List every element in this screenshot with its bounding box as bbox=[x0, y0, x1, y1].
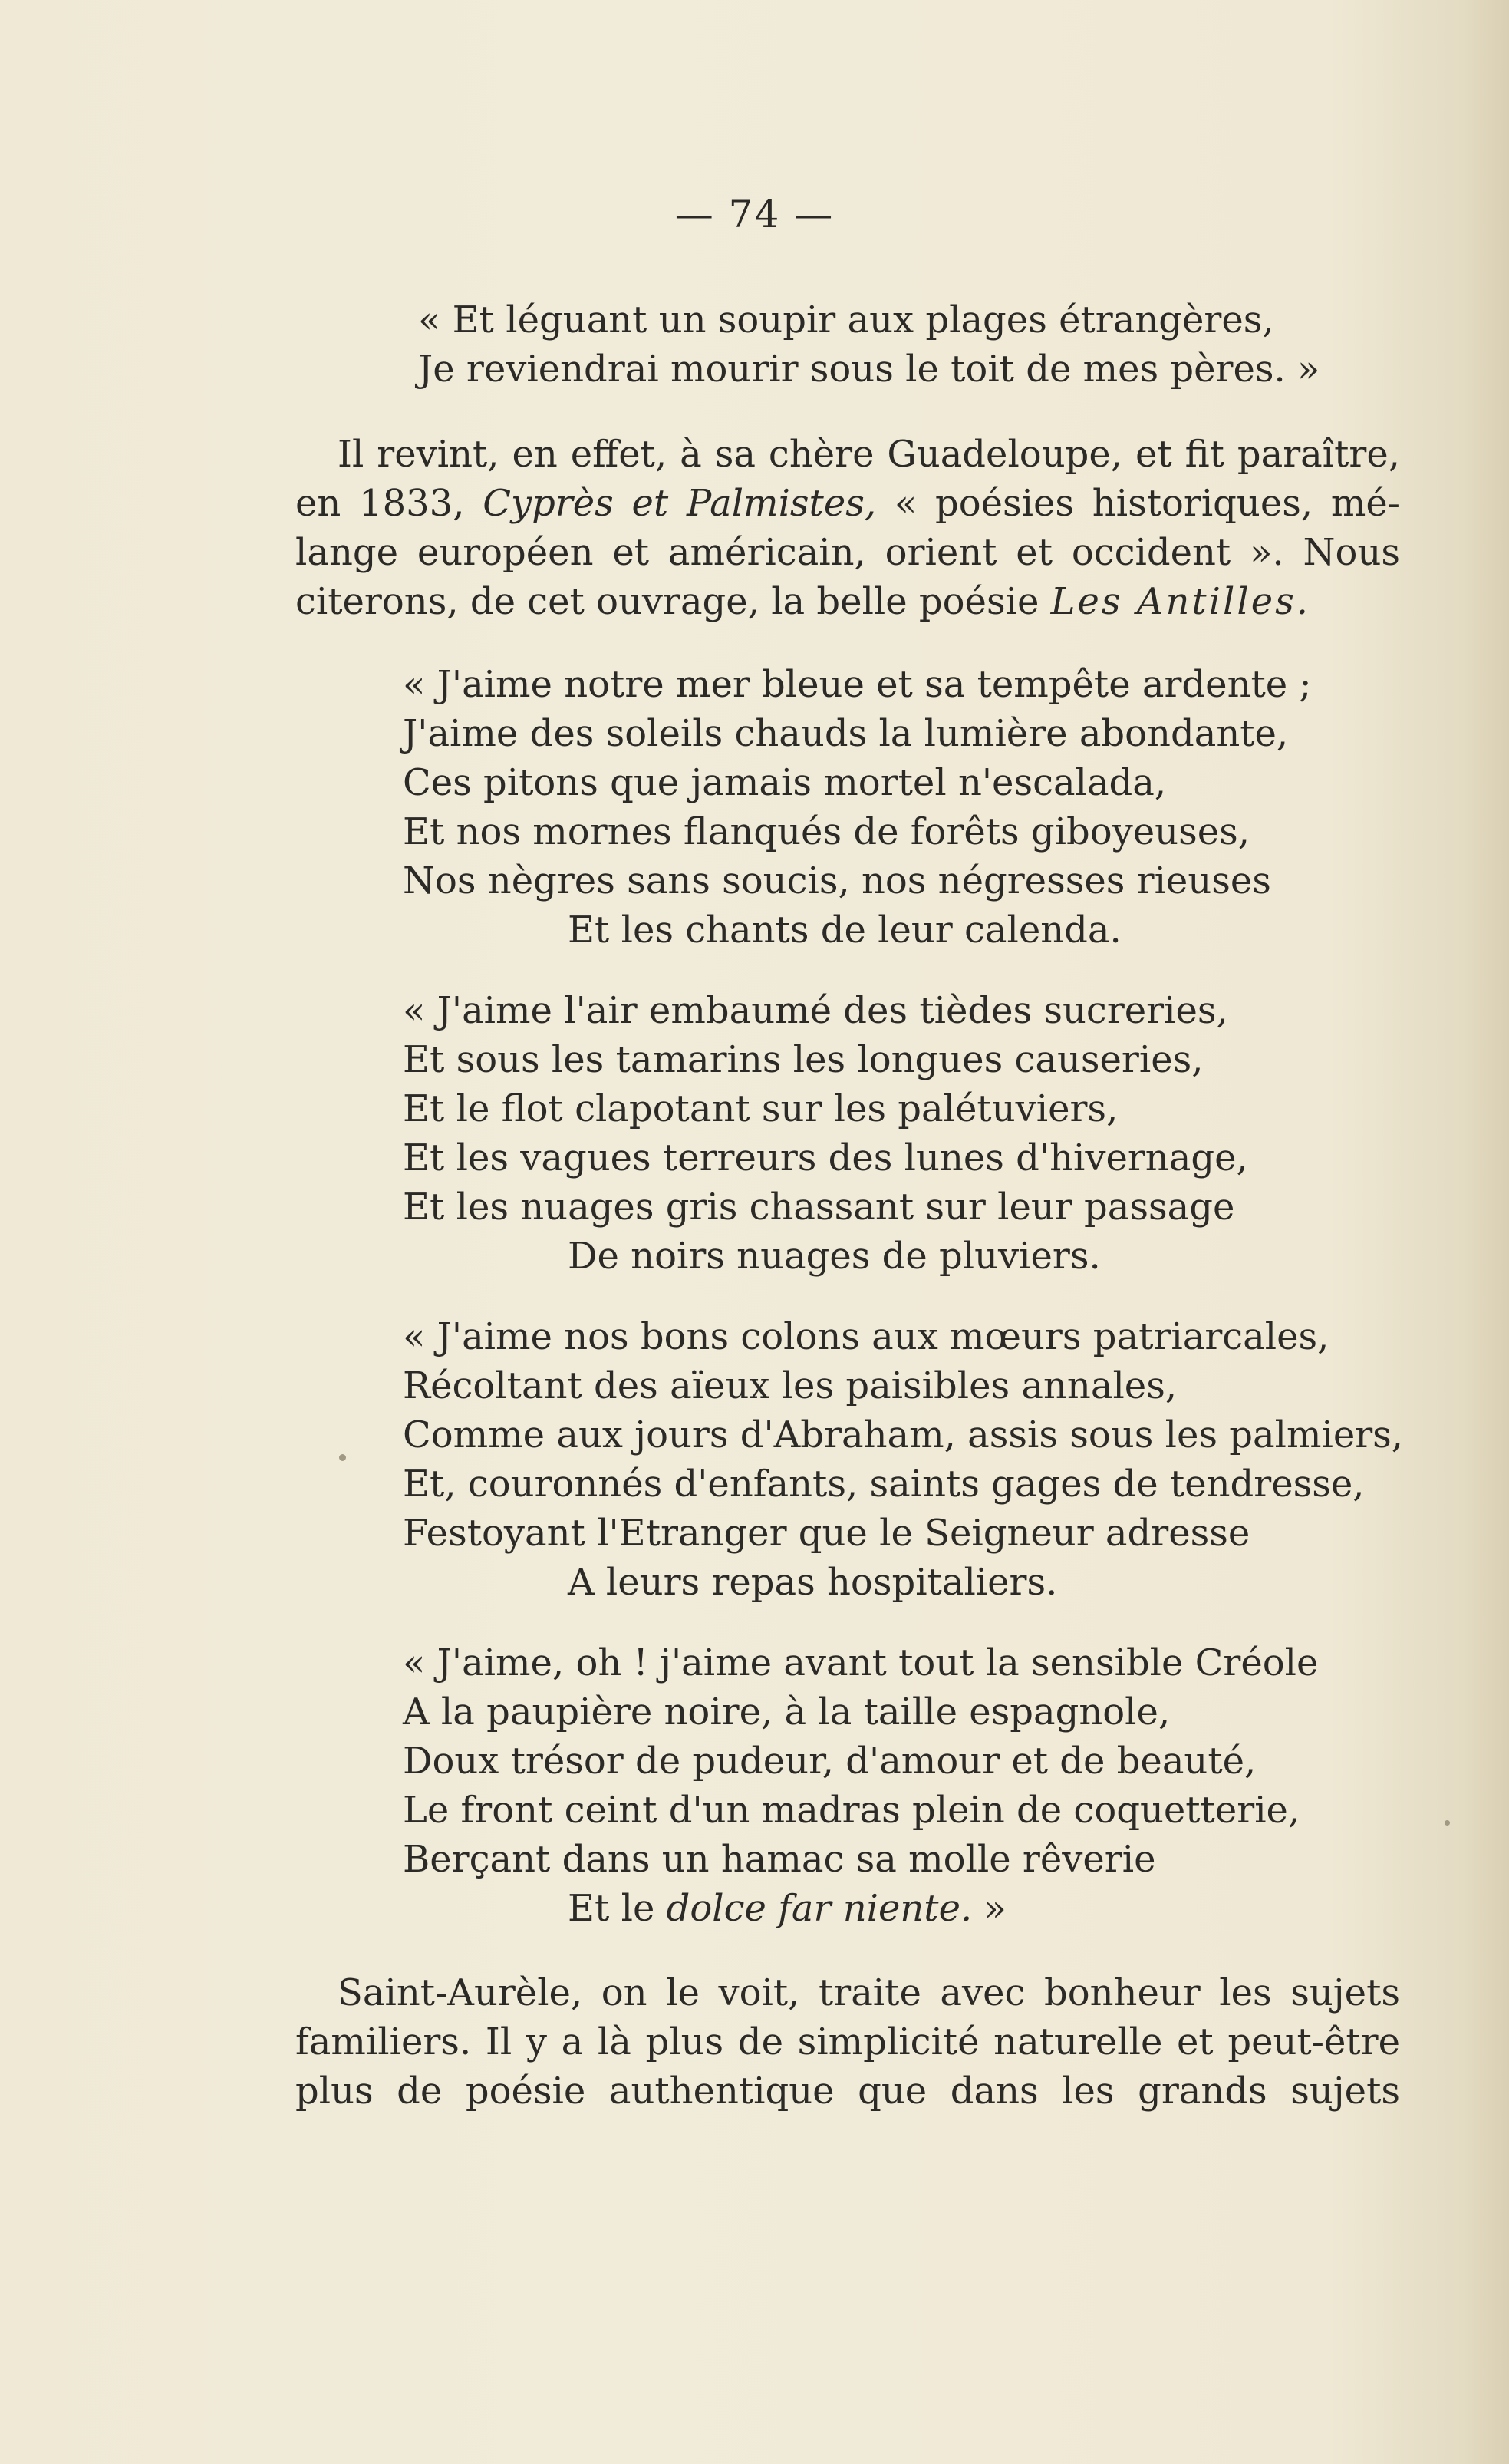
poem-stanza-4 bbox=[295, 1638, 1400, 1933]
prose-text: citerons, de cet ouvrage, la belle poésie bbox=[295, 580, 1051, 623]
verse-line: Le front ceint d'un madras plein de coquetterie, bbox=[403, 1789, 1300, 1832]
verse-line: Et sous les tamarins les longues causeries, bbox=[403, 1038, 1204, 1081]
verse-line: « J'aime nos bons colons aux mœurs patriarcales, bbox=[403, 1315, 1329, 1358]
prose-line: lange européen et américain, orient et occident ». Nous bbox=[295, 531, 1400, 574]
prose-line: familiers. Il y a là plus de simplicité naturelle et peut-être bbox=[295, 2020, 1400, 2063]
prose-paragraph-2 bbox=[295, 1968, 1400, 2116]
prose-line bbox=[295, 479, 1400, 528]
verse-line: « J'aime notre mer bleue et sa tempête ardente ; bbox=[403, 663, 1312, 706]
poem-stanza-2 bbox=[295, 986, 1400, 1281]
prose-line: Saint-Aurèle, on le voit, traite avec bonheur les sujets bbox=[338, 1971, 1400, 2014]
opening-quote bbox=[295, 295, 1400, 394]
verse-line: Doux trésor de pudeur, d'amour et de beauté, bbox=[403, 1740, 1257, 1783]
poem-stanza-1 bbox=[295, 660, 1400, 955]
italic-phrase: dolce far niente. bbox=[666, 1887, 973, 1930]
book-title: Cyprès et Palmistes, bbox=[483, 482, 877, 525]
verse-line: Récoltant des aïeux les paisibles annales, bbox=[403, 1364, 1178, 1407]
verse-line bbox=[295, 1884, 1400, 1933]
verse-line: Festoyant l'Etranger que le Seigneur adresse bbox=[403, 1512, 1250, 1555]
prose-paragraph-1 bbox=[295, 430, 1400, 626]
paper-speck bbox=[339, 1454, 346, 1461]
verse-line: Et les vagues terreurs des lunes d'hivernage, bbox=[403, 1136, 1248, 1179]
verse-line: J'aime des soleils chauds la lumière abondante, bbox=[403, 712, 1289, 755]
verse-text: » bbox=[972, 1887, 1007, 1930]
prose-line bbox=[295, 577, 1400, 626]
page-number: — 74 — bbox=[674, 192, 835, 236]
verse-line: A la paupière noire, à la taille espagnole, bbox=[403, 1690, 1171, 1733]
poem-title: Les Antilles. bbox=[1050, 580, 1310, 623]
verse-line: De noirs nuages de pluviers. bbox=[568, 1235, 1101, 1278]
verse-line: « J'aime l'air embaumé des tièdes sucreries, bbox=[403, 989, 1228, 1032]
prose-line: Il revint, en effet, à sa chère Guadeloupe, et fit paraître, bbox=[338, 433, 1400, 476]
verse-line: Je reviendrai mourir sous le toit de mes pères. » bbox=[418, 348, 1320, 391]
verse-line: A leurs repas hospitaliers. bbox=[568, 1561, 1058, 1604]
verse-line: Et, couronnés d'enfants, saints gages de tendresse, bbox=[403, 1463, 1365, 1506]
verse-line: « J'aime, oh ! j'aime avant tout la sensible Créole bbox=[403, 1641, 1319, 1684]
poem-stanza-3 bbox=[295, 1312, 1404, 1607]
verse-line: Berçant dans un hamac sa molle rêverie bbox=[403, 1838, 1156, 1881]
verse-line: « Et léguant un soupir aux plages étrangères, bbox=[418, 299, 1274, 341]
verse-line: Et nos mornes flanqués de forêts giboyeuses, bbox=[403, 810, 1250, 853]
prose-text: en 1833, bbox=[295, 482, 483, 525]
verse-line: Nos nègres sans soucis, nos négresses rieuses bbox=[403, 859, 1271, 902]
prose-line: plus de poésie authentique que dans les grands sujets bbox=[295, 2070, 1400, 2113]
paper-speck bbox=[1445, 1820, 1450, 1826]
verse-line: Et les chants de leur calenda. bbox=[568, 909, 1122, 952]
verse-text: Et le bbox=[568, 1887, 667, 1930]
verse-line: Et les nuages gris chassant sur leur passage bbox=[403, 1186, 1235, 1229]
verse-line: Et le flot clapotant sur les palétuviers, bbox=[403, 1087, 1119, 1130]
prose-text: « poésies historiques, mé- bbox=[876, 482, 1400, 525]
verse-line: Ces pitons que jamais mortel n'escalada, bbox=[403, 761, 1167, 804]
verse-line: Comme aux jours d'Abraham, assis sous les palmiers, bbox=[403, 1413, 1404, 1456]
